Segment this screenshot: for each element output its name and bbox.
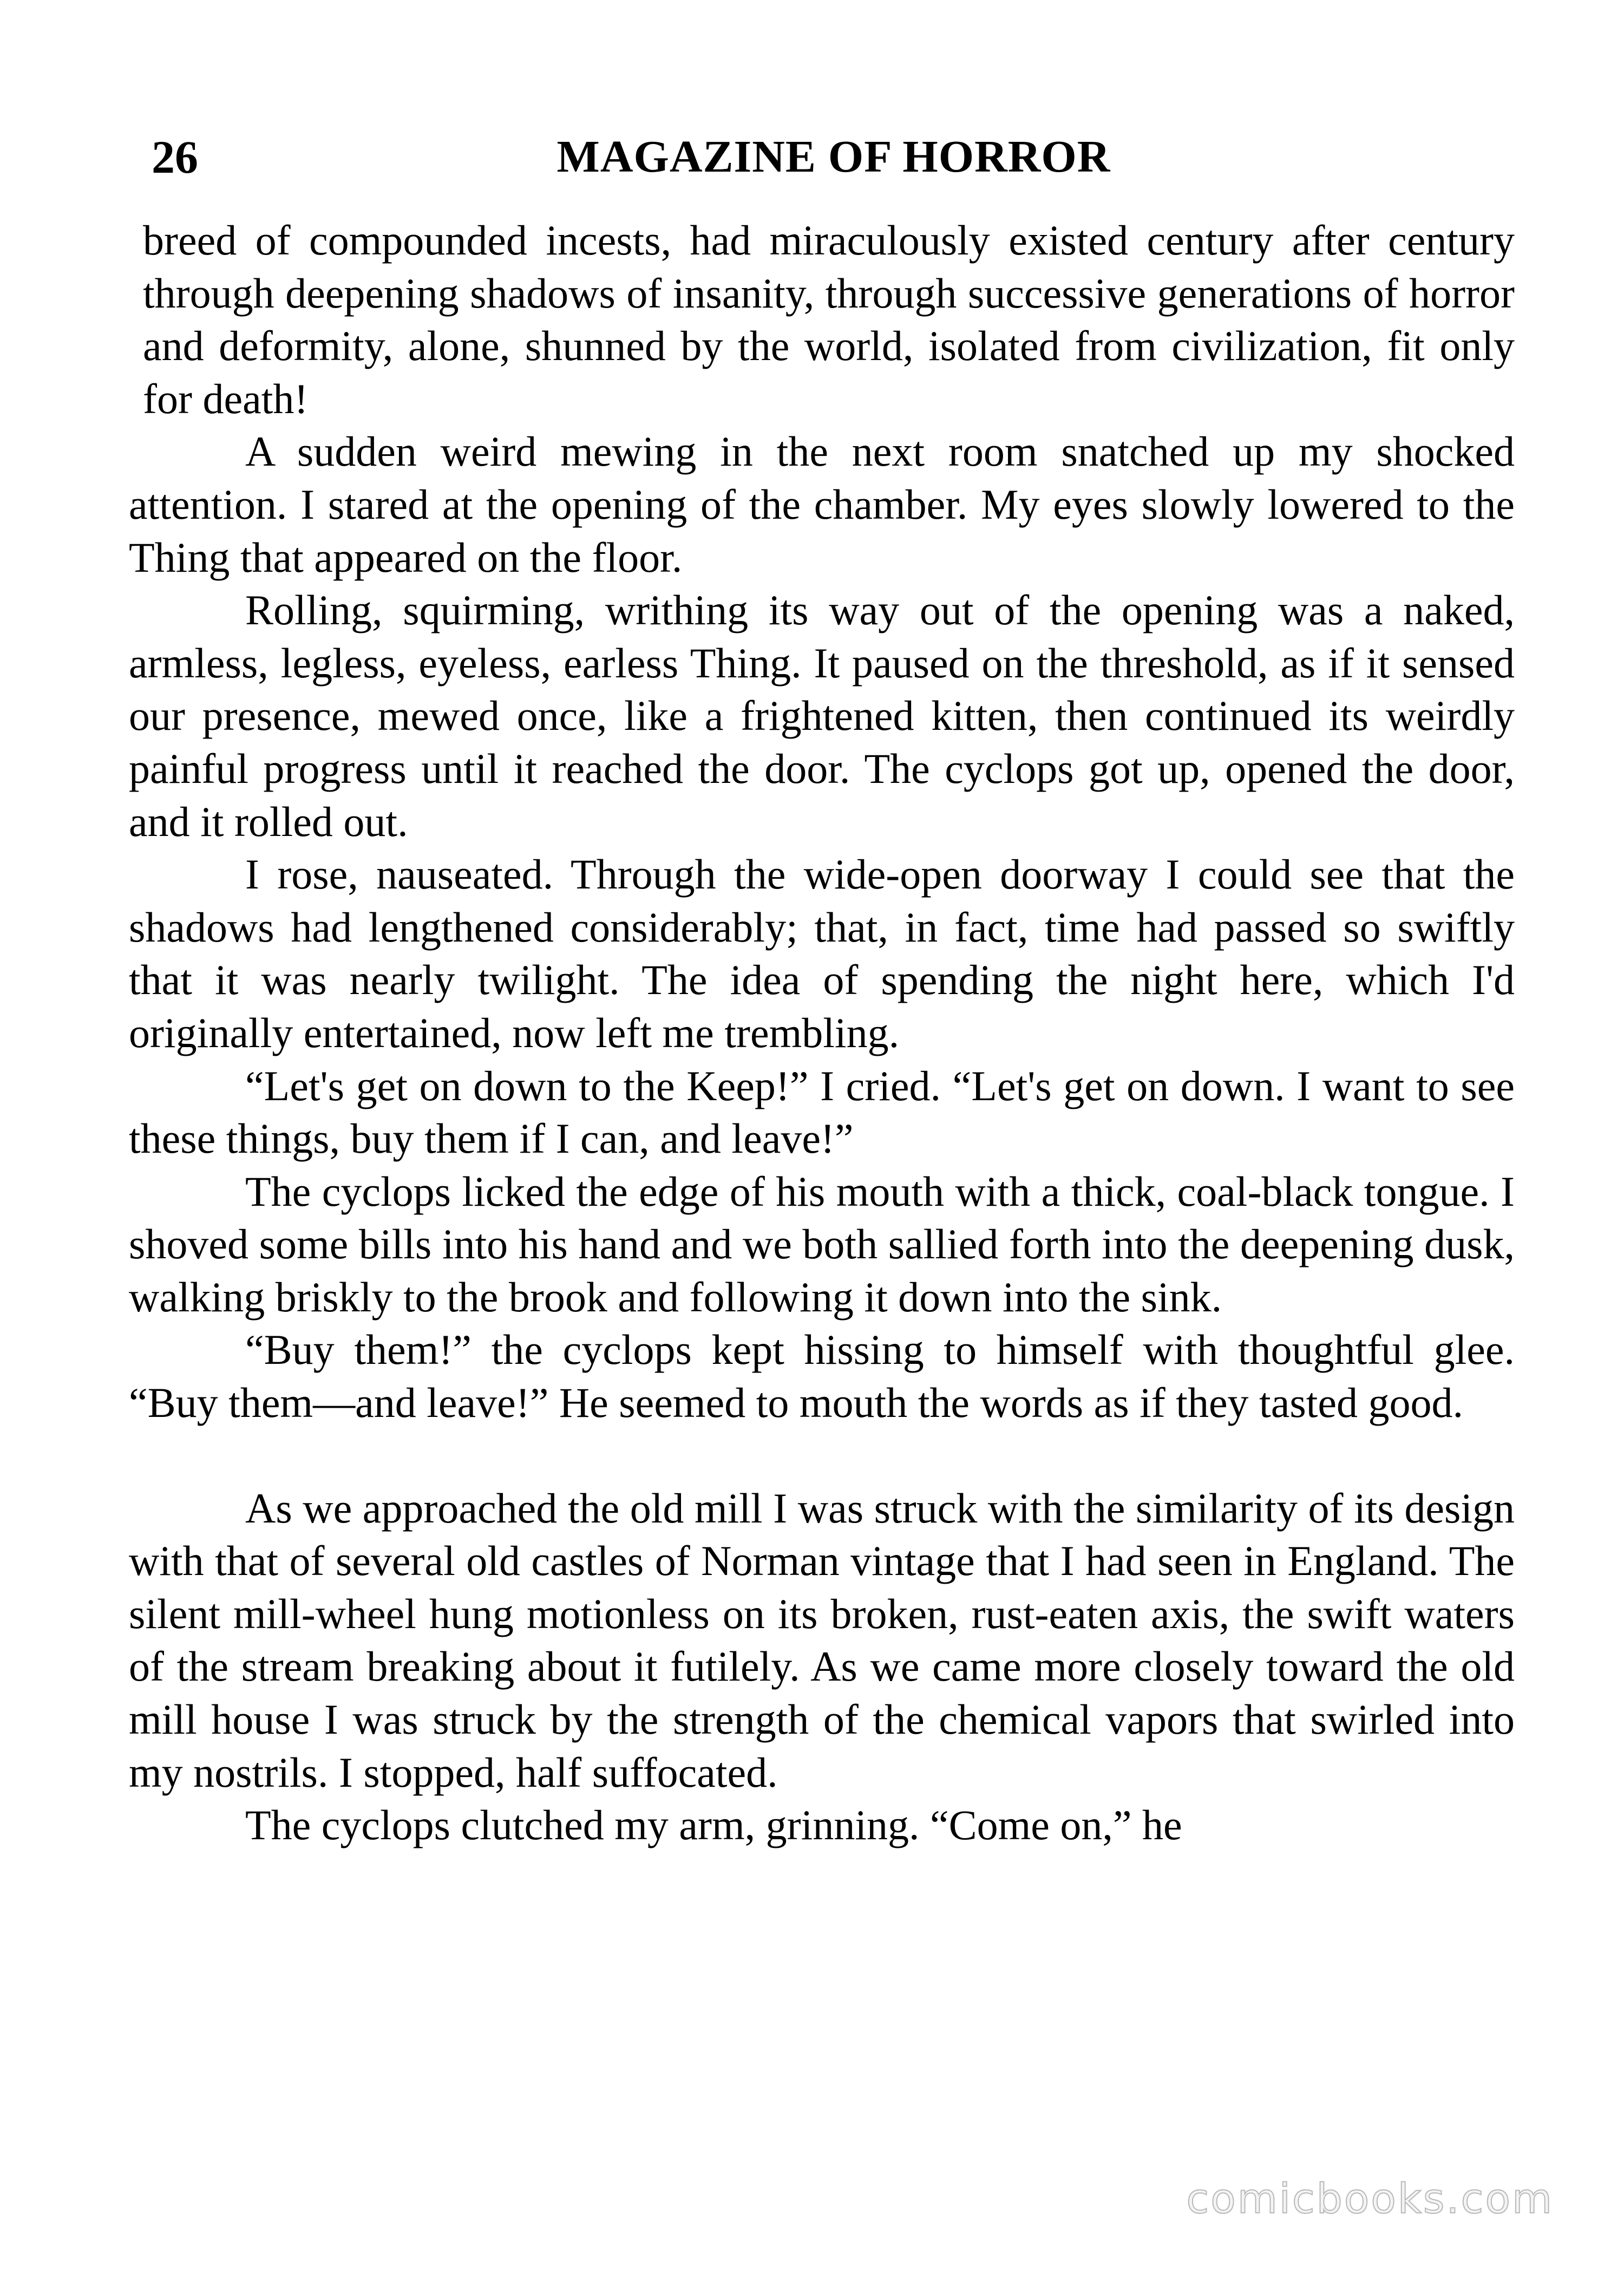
paragraph: “Buy them!” the cyclops kept hissing to himself with thoughtful glee. “Buy them—and leave!” He seemed to mouth the words as if they tasted good. [129, 1326, 1515, 1427]
body-text [129, 214, 1515, 1852]
paragraph: breed of compounded incests, had miraculously existed century after century through deepening shadows of insanity, through successive generations of horror and deformity, alone, shunned by the world, isolated from civilization, fit only for death! [143, 217, 1515, 422]
watermark: comicbooks.com [1186, 2174, 1554, 2223]
section-break [129, 1429, 1515, 1482]
paragraph: The cyclops licked the edge of his mouth with a thick, coal-black tongue. I shoved some bills into his hand and we both sallied forth into the deepening dusk, walking briskly to the brook and following it down into the sink. [129, 1167, 1515, 1321]
paragraph: As we approached the old mill I was struck with the similarity of its design with that of several old castles of Norman vintage that I had seen in England. The silent mill-wheel hung motionless on its broken, rust-eaten axis, the swift waters of the stream breaking about it futilely. As we came more closely toward the old mill house I was struck by the strength of the chemical vapors that swirled into my nostrils. I stopped, half suffocated. [129, 1484, 1515, 1796]
paragraph: “Let's get on down to the Keep!” I cried. “Let's get on down. I want to see these things, buy them if I can, and leave!” [129, 1062, 1515, 1162]
page-header [152, 125, 1516, 190]
running-title: MAGAZINE OF HORROR [556, 132, 1111, 182]
page-number: 26 [152, 131, 198, 183]
paragraph: A sudden weird mewing in the next room snatched up my shocked attention. I stared at the opening of the chamber. My eyes slowly lowered to the Thing that appeared on the floor. [129, 428, 1515, 581]
paragraph: I rose, nauseated. Through the wide-open doorway I could see that the shadows had lengthened considerably; that, in fact, time had passed so swiftly that it was nearly twilight. The idea of spending the night here, which I'd originally entertained, now left me trembling. [129, 851, 1515, 1056]
paragraph: The cyclops clutched my arm, grinning. “Come on,” he [245, 1801, 1182, 1849]
paragraph: Rolling, squirming, writhing its way out of the opening was a naked, armless, legless, eyeless, earless Thing. It paused on the threshold, as if it sensed our presence, mewed once, like a frightened kitten, then continued its weirdly painful progress until it reached the door. The cyclops got up, opened the door, and it rolled out. [129, 586, 1515, 845]
